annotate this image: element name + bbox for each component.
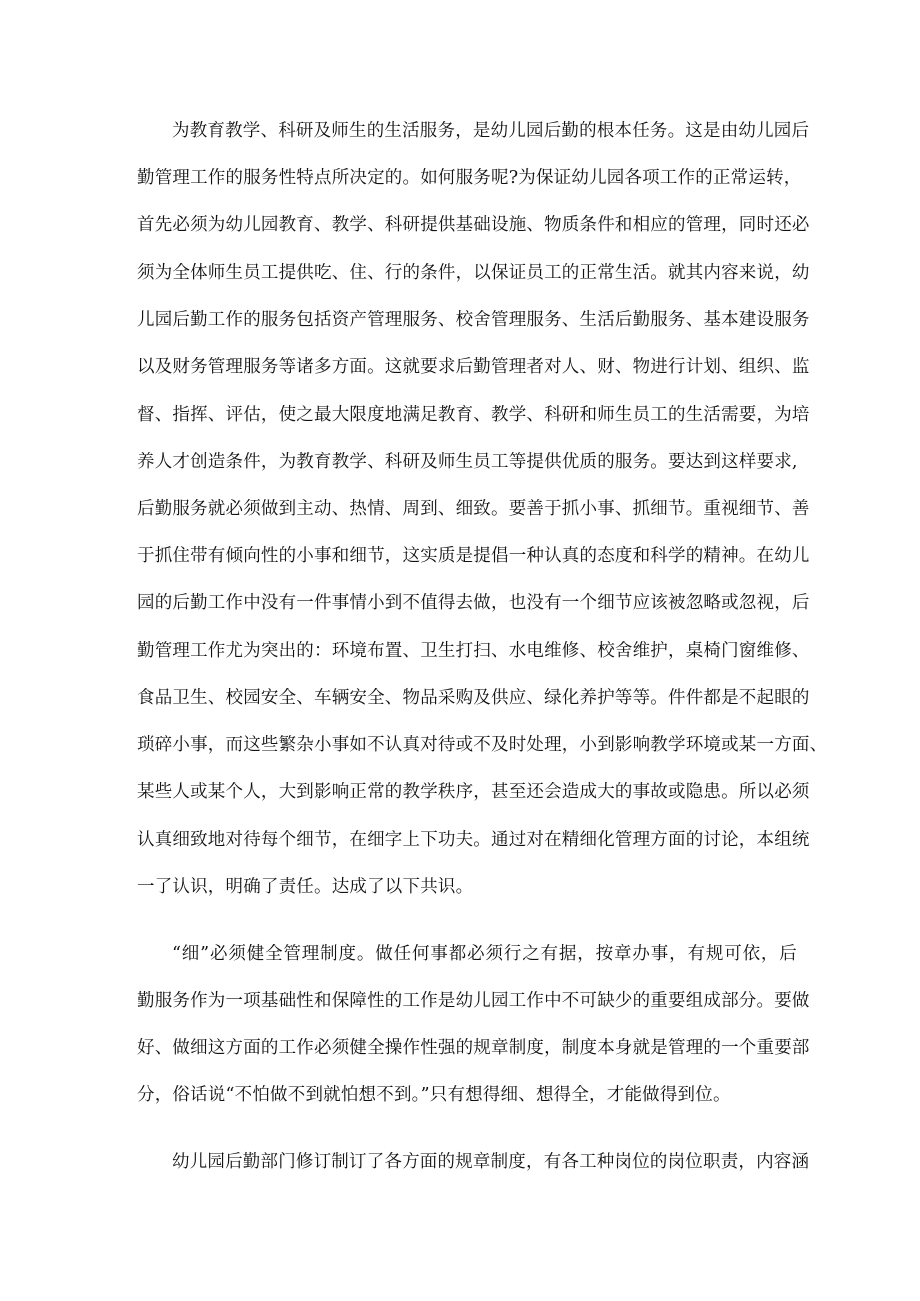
paragraph-1-line-7: 督、指挥、评估，使之最大限度地满足教育、教学、科研和师生员工的生活需要，为培 [137, 405, 810, 425]
paragraph-3-line-1: 幼儿园后勤部门修订制订了各方面的规章制度，有各工种岗位的岗位职责，内容涵 [172, 1152, 810, 1172]
paragraph-2-line-2: 勤服务作为一项基础性和保障性的工作是幼儿园工作中不可缺少的重要组成部分。要做 [137, 991, 810, 1011]
paragraph-1-line-11: 园的后勤工作中没有一件事情小到不值得去做，也没有一个细节应该被忽略或忽视，后 [137, 593, 810, 613]
paragraph-1-line-3: 首先必须为幼儿园教育、教学、科研提供基础设施、物质条件和相应的管理，同时还必 [137, 215, 810, 235]
paragraph-1-line-13: 食品卫生、校园安全、车辆安全、物品采购及供应、绿化养护等等。件件都是不起眼的 [137, 688, 810, 708]
paragraph-1-line-5: 儿园后勤工作的服务包括资产管理服务、校舍管理服务、生活后勤服务、基本建设服务 [137, 310, 810, 330]
paragraph-1-line-8: 养人才创造条件，为教育教学、科研及师生员工等提供优质的服务。要达到这样要求, [137, 452, 798, 472]
paragraph-1-line-6: 以及财务管理服务等诸多方面。这就要求后勤管理者对人、财、物进行计划、组织、监 [137, 357, 810, 377]
paragraph-2-line-4: 分，俗话说“不怕做不到就怕想不到。”只有想得细、想得全，才能做得到位。 [137, 1085, 731, 1105]
paragraph-1-line-9: 后勤服务就必须做到主动、热情、周到、细致。要善于抓小事、抓细节。重视细节、善 [137, 499, 810, 519]
paragraph-1-line-14: 琐碎小事，而这些繁杂小事如不认真对待或不及时处理，小到影响教学环境或某一方面、 [137, 735, 828, 755]
paragraph-2-line-3: 好、做细这方面的工作必须健全操作性强的规章制度，制度本身就是管理的一个重要部 [137, 1038, 810, 1058]
paragraph-1-line-16: 认真细致地对待每个细节，在细字上下功夫。通过对在精细化管理方面的讨论，本组统 [137, 830, 810, 850]
paragraph-1-line-10: 于抓住带有倾向性的小事和细节，这实质是提倡一种认真的态度和科学的精神。在幼儿 [137, 546, 810, 566]
paragraph-1-line-15: 某些人或某个人，大到影响正常的教学秩序，甚至还会造成大的事故或隐患。所以必须 [137, 782, 810, 802]
paragraph-1-line-4: 须为全体师生员工提供吃、住、行的条件，以保证员工的正常生活。就其内容来说，幼 [137, 263, 810, 283]
paragraph-1-line-17: 一了认识，明确了责任。达成了以下共识。 [137, 877, 474, 897]
paragraph-1-line-12: 勤管理工作尤为突出的：环境布置、卫生打扫、水电维修、校舍维护，桌椅门窗维修、 [137, 641, 810, 661]
paragraph-2-line-1: “细”必须健全管理制度。做任何事都必须行之有据，按章办事，有规可依，后 [172, 944, 797, 964]
paragraph-1-line-2: 勤管理工作的服务性特点所决定的。如何服务呢?为保证幼儿园各项工作的正常运转， [137, 168, 802, 188]
paragraph-1-line-1: 为教育教学、科研及师生的生活服务，是幼儿园后勤的根本任务。这是由幼儿园后 [172, 121, 810, 141]
